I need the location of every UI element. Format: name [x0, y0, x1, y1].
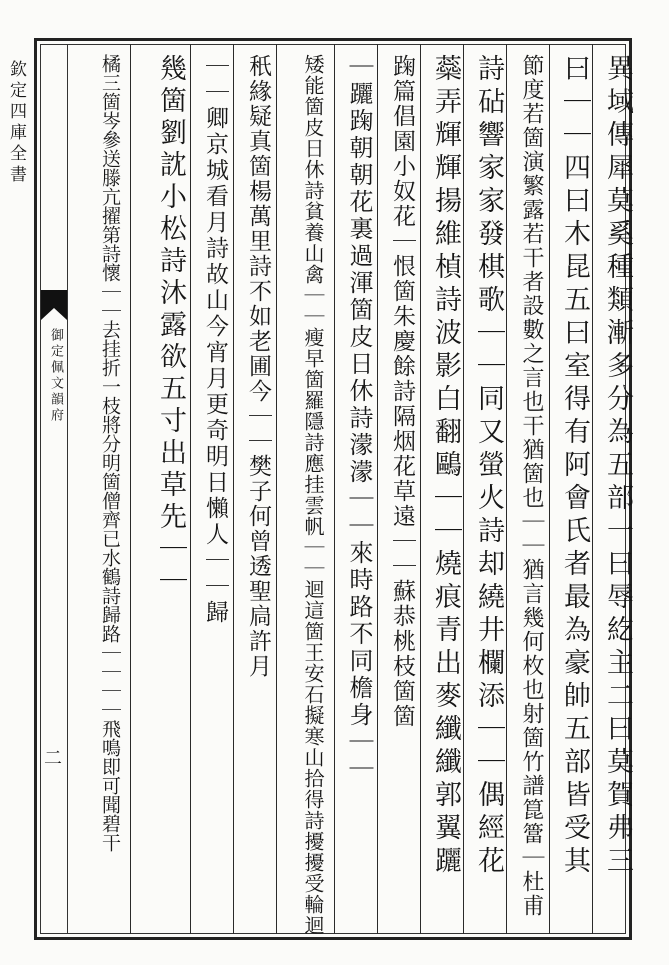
text-column-3: 節度若箇演繁露若干者設數之言也干猶箇也｜｜猶言幾何枚也射箇竹譜箟簹｜杜甫 — [519, 54, 544, 918]
column-divider — [334, 44, 335, 934]
column-divider — [420, 44, 421, 934]
column-divider — [276, 44, 277, 934]
column-divider — [190, 44, 191, 934]
column-divider — [592, 44, 593, 934]
column-divider — [233, 44, 234, 934]
column-divider — [506, 44, 507, 934]
text-column-5: 蘂弄輝輝揚維楨詩波影白翻鷗｜｜燒痕青出麥纖纖郭翼躧 — [430, 54, 461, 879]
book-title: 欽定四庫全書 — [6, 60, 26, 186]
column-divider — [549, 44, 550, 934]
text-column-8: 矮能箇皮日休詩貧養山禽｜｜瘦早箇羅隱詩應挂雲帆｜｜迴這箇王安石擬寒山拾得詩擾擾受輪迴 — [301, 54, 325, 936]
column-divider — [130, 44, 131, 934]
text-column-10: ｜｜卿京城看月詩故山今宵月更奇明日懶人｜｜歸 — [202, 54, 228, 626]
text-column-9: 秖緣疑真箇楊萬里詩不如老圃今｜｜樊子何曾透聖扃許月 — [245, 54, 271, 679]
text-column-11: 幾箇劉訦小松詩沐露欲五寸出草先｜｜ — [155, 54, 186, 598]
margin-column — [40, 44, 68, 934]
text-column-1: 異域傳犀莫奚種類漸多分為五部一曰辱紇主二曰莫賀弗三 — [602, 54, 633, 879]
book-subtitle: 御定佩文韻府 — [48, 328, 63, 424]
column-divider — [463, 44, 464, 934]
text-column-7: ｜躧踘朝朝花裏過渾箇皮日休詩濛濛｜｜來時路不同檐身｜｜ — [345, 54, 373, 783]
column-divider — [377, 44, 378, 934]
text-column-4: 詩砧響家家發棋歌｜｜同又螢火詩却繞井欄添｜｜偶經花 — [473, 54, 504, 879]
page-number: 二 — [41, 748, 62, 768]
fishtail-mark-icon — [41, 290, 67, 320]
text-column-6: 踘篇倡園小奴花｜恨箇朱慶餘詩隔烟花草遠｜｜蘇恭桃枝箇箇 — [389, 54, 415, 729]
text-column-2: 曰｜｜四曰木昆五曰室得有阿會氏者最為豪帥五部皆受其 — [559, 54, 590, 879]
text-column-12: 橘三箇岑參送滕亢擢第詩懷｜｜去挂折一枝將分明箇僧齊已水鶴詩歸路｜｜｜｜飛鳴即可聞碧干 — [99, 54, 121, 852]
